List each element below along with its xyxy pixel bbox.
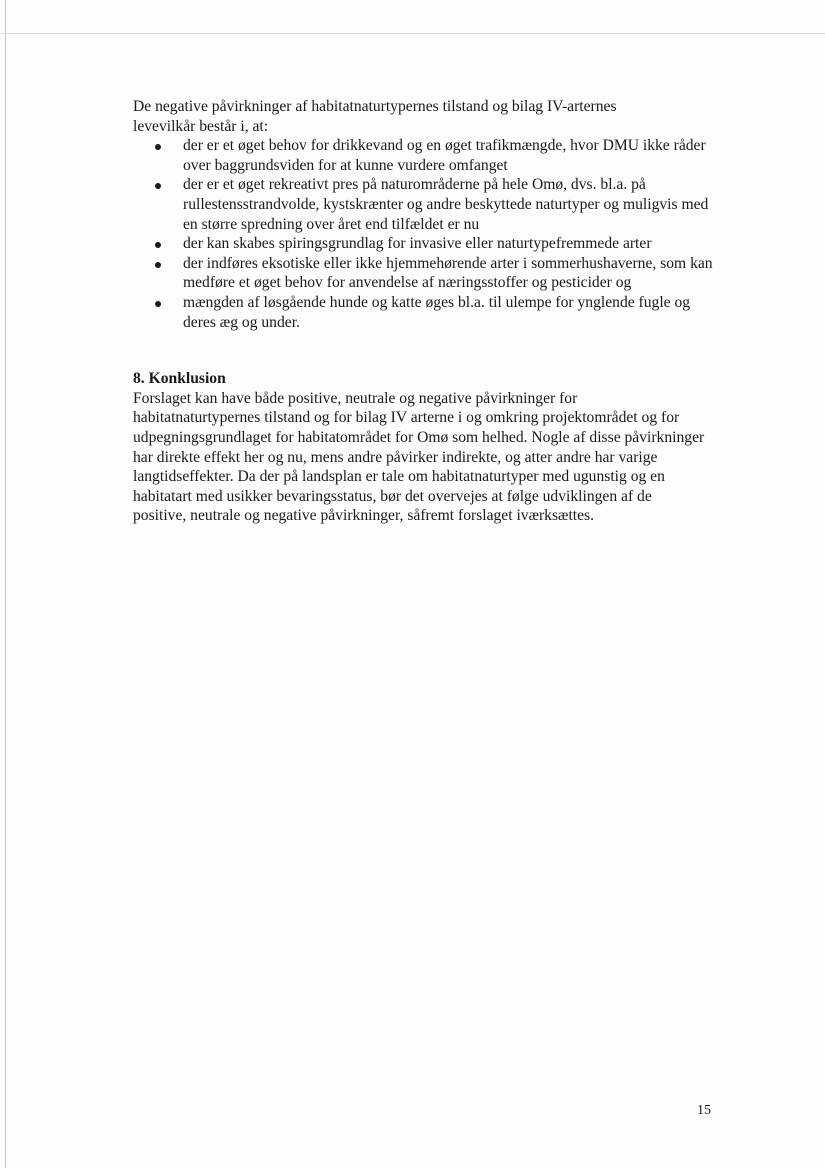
list-item-text: der indføres eksotiske eller ikke hjemmehørende arter i sommerhushaverne, som kan medføre et øget behov for anvendelse af næringsstoffer og pesticider og: [183, 254, 713, 292]
document-content: [133, 97, 713, 526]
impact-bullet-list: [133, 136, 713, 332]
conclusion-paragraph: Forslaget kan have både positive, neutrale og negative påvirkninger for habitatnaturtypernes tilstand og for bilag IV arterne i og omkring projektområdet og for udpegningsgrundlaget for habitatområdet for Omø som helhed. Nogle af disse påvirkninger har direkte effekt her og nu, mens andre påvirker indirekte, og atter andre har varige langtidseffekter. Da der på landsplan er tale om habitatnaturtyper med ugunstig og en habitatart med usikker bevaringsstatus, bør det overvejes at følge udviklingen af de positive, neutrale og negative påvirkninger, såfremt forslaget iværksættes.: [133, 389, 705, 525]
bullet-icon: [155, 144, 161, 150]
list-item: [133, 293, 713, 332]
list-item-text: der er et øget behov for drikkevand og en øget trafikmængde, hvor DMU ikke råder over baggrundsviden for at kunne vurdere omfanget: [183, 137, 706, 174]
list-item-text: der kan skabes spiringsgrundlag for invasive eller naturtypefremmede arter: [183, 235, 652, 253]
page-number: 15: [697, 1103, 711, 1118]
scan-edge-left: [5, 0, 6, 1168]
intro-paragraph: De negative påvirkninger af habitatnaturtypernes tilstand og bilag IV-arternes levevilkår består i, at:: [133, 98, 617, 135]
list-item: [133, 175, 713, 234]
list-item: [133, 234, 713, 254]
section-heading: 8. Konklusion: [133, 370, 226, 388]
list-item-text: der er et øget rekreativt pres på naturområderne på hele Omø, dvs. bl.a. på rullestensstrandvolde, kystskrænter og andre beskyttede naturtyper og muligvis med en større spredning over året end tilfældet er nu: [183, 176, 709, 233]
bullet-icon: [155, 183, 161, 189]
scan-edge-top: [0, 33, 825, 34]
bullet-icon: [155, 262, 161, 268]
list-item: [133, 254, 713, 293]
list-item-text: mængden af løsgående hunde og katte øges bl.a. til ulempe for ynglende fugle og deres æg og under.: [183, 293, 691, 331]
bullet-icon: [155, 242, 161, 248]
list-item: [133, 136, 713, 175]
bullet-icon: [155, 301, 161, 307]
